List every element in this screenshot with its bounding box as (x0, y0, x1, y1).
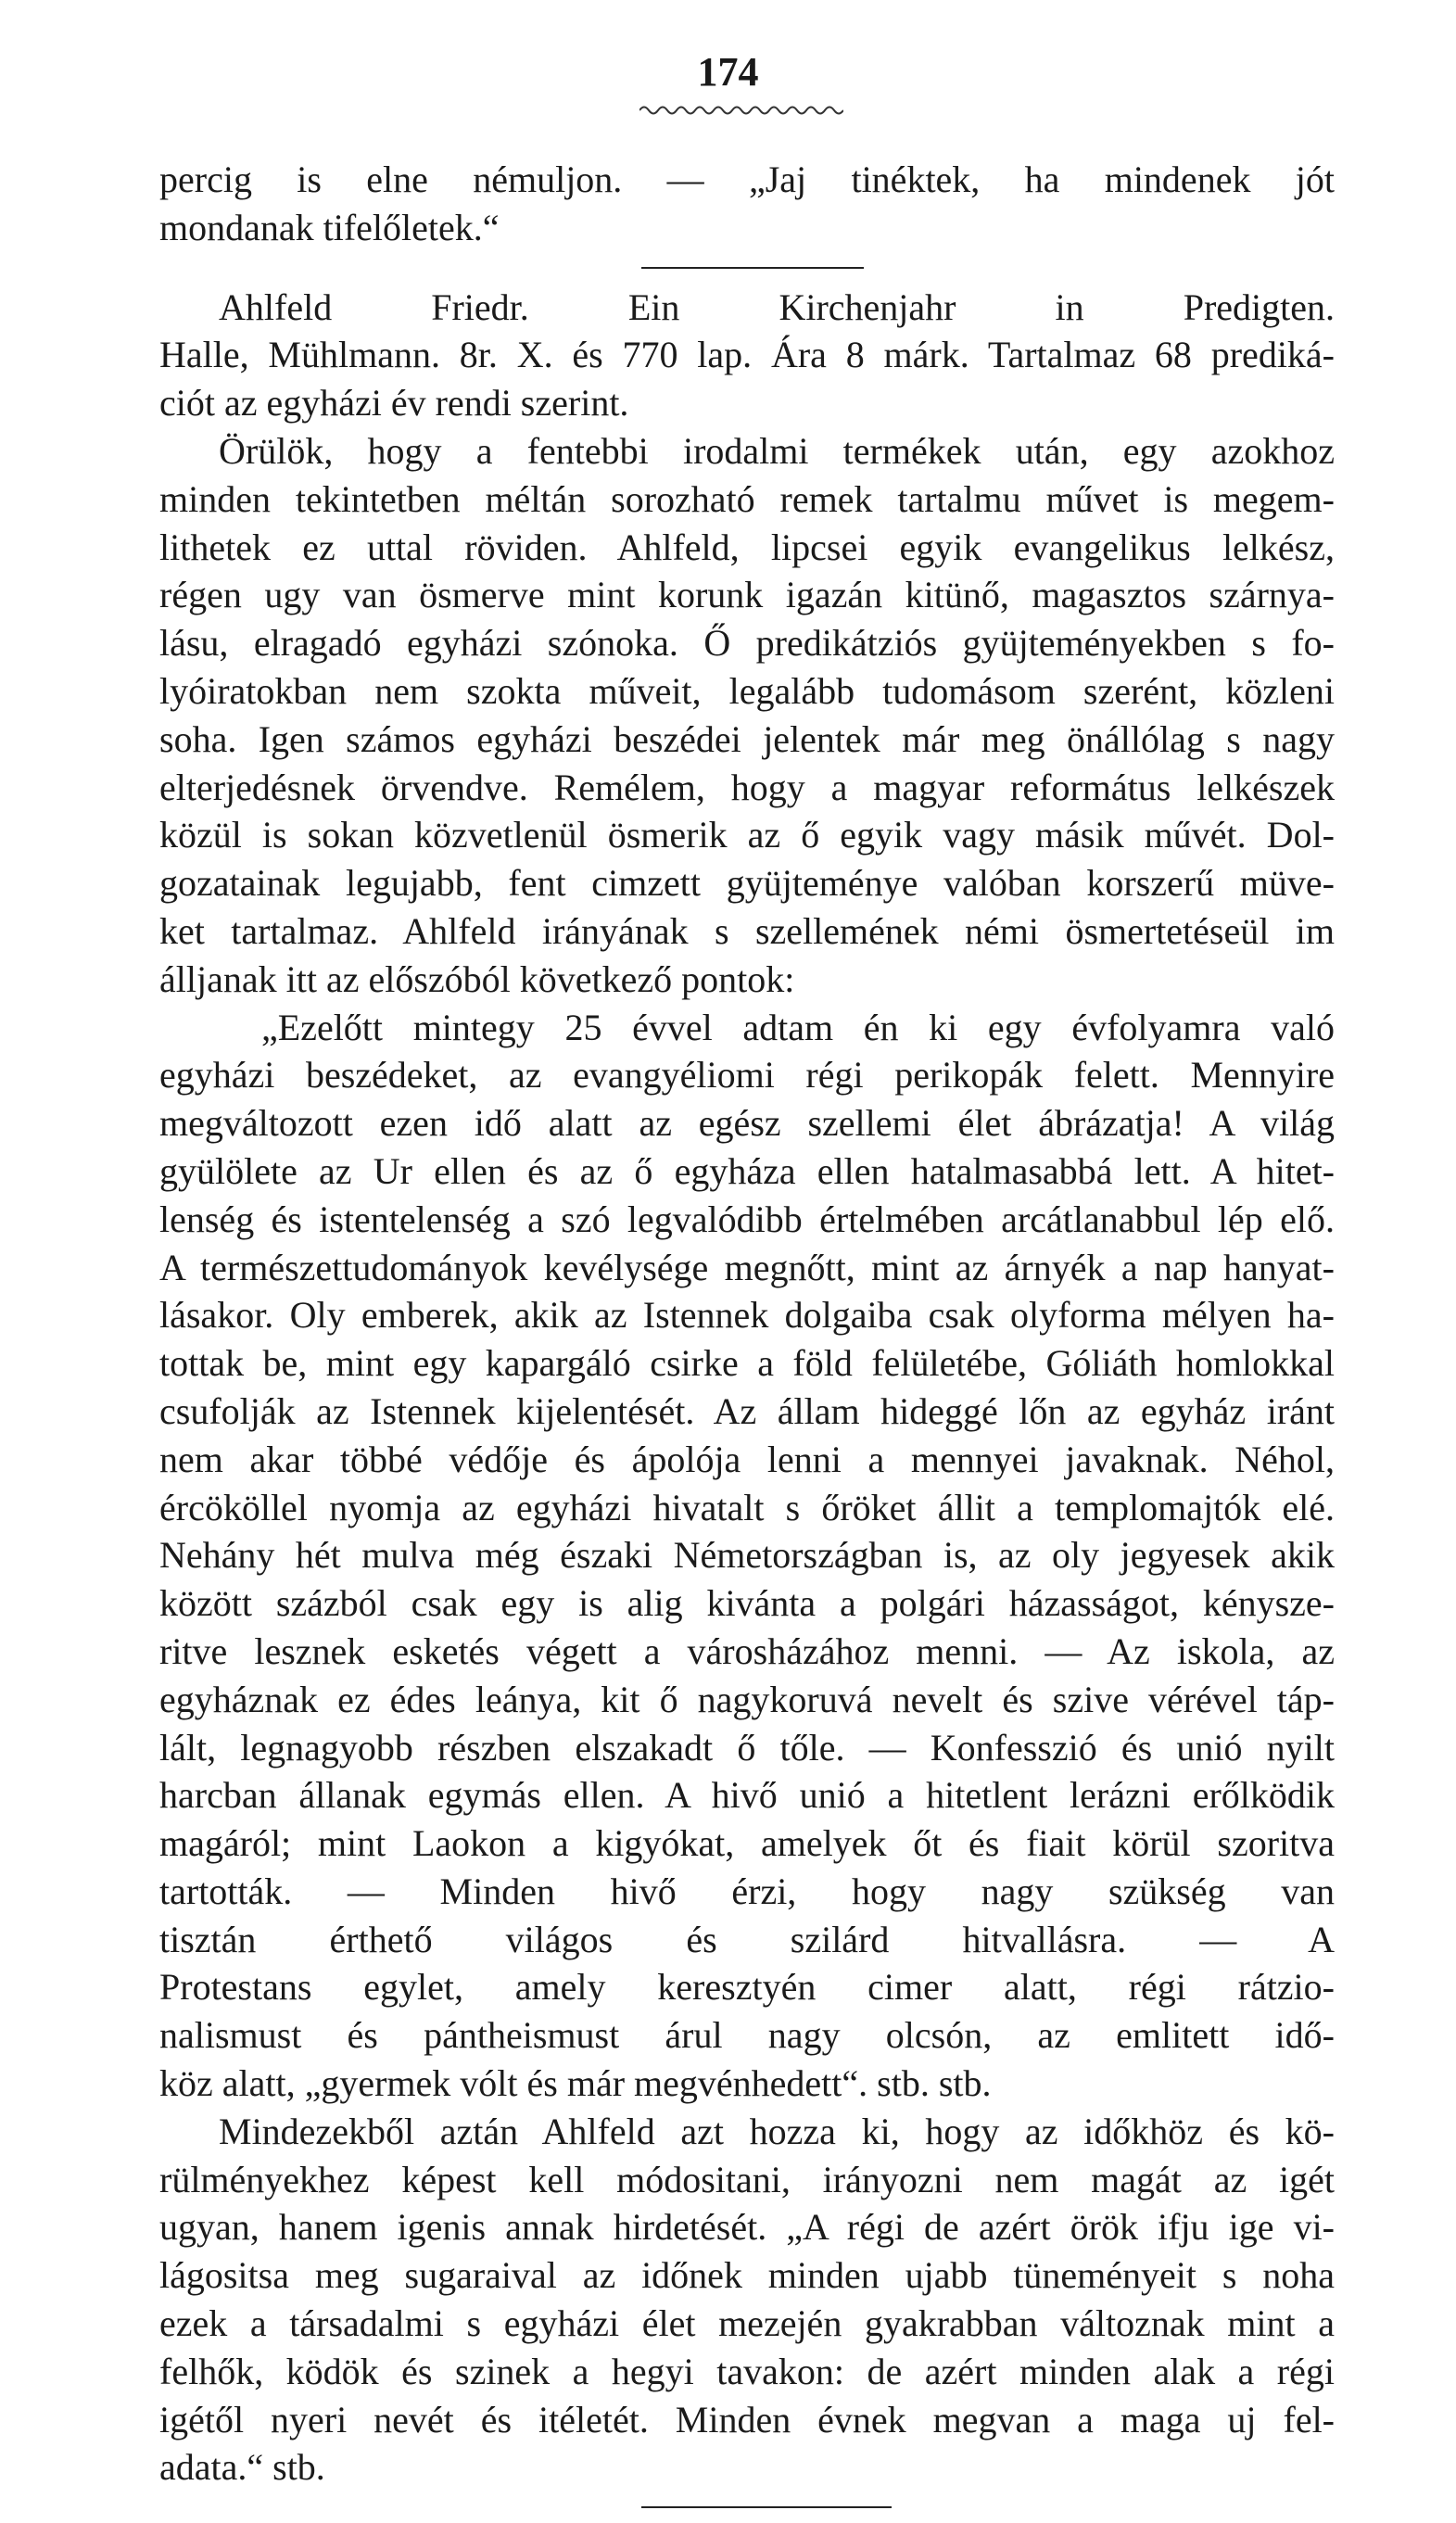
text-line: nalismust és pántheismust árul nagy olcsón, az emlitett idő- (159, 2014, 1335, 2057)
text-line: közül is sokan közvetlenül ösmerik az ő egyik vagy másik művét. Dol- (159, 814, 1335, 856)
text-line: csufolják az Istennek kijelentését. Az állam hideggé lőn az egyház iránt (159, 1389, 1335, 1432)
text-line: régen ugy van ösmerve mint korunk igazán kitünő, magasztos szárnya- (159, 574, 1335, 616)
text-line: harcban állanak egymás ellen. A hivő unió a hitetlent lerázni erőlködik (159, 1774, 1335, 1817)
text-line: egyházi beszédeket, az evangyéliomi régi perikopák felett. Mennyire (159, 1054, 1335, 1097)
section-divider (159, 252, 1335, 284)
text-line: köz alatt, „gyermek vólt és már megvénhedett“. stb. stb. (159, 2062, 992, 2105)
text-line: Örülök, hogy a fentebbi irodalmi termékek után, egy azokhoz (219, 429, 1335, 472)
text-line: ciót az egyházi év rendi szerint. (159, 382, 629, 425)
text-line: lásu, elragadó egyházi szónoka. Ő predikátziós gyüjteményekben s fo- (159, 622, 1335, 665)
text-line: álljanak itt az előszóból következő pontok: (159, 957, 795, 1000)
text-line: ugyan, hanem igenis annak hirdetését. „A régi de azért örök ifju ige vi- (159, 2206, 1335, 2249)
text-line: Protestans egylet, amely keresztyén cimer alatt, régi rátzio- (159, 1966, 1335, 2009)
text-line: magáról; mint Laokon a kigyókat, amelyek őt és fiait körül szoritva (159, 1822, 1335, 1865)
text-line: Mindezekből aztán Ahlfeld azt hozza ki, hogy az időkhöz és kö- (219, 2110, 1335, 2152)
text-line: tottak be, mint egy kapargáló csirke a föld felületébe, Góliáth homlokkal (159, 1342, 1335, 1385)
text-line: rülményekhez képest kell módositani, irányozni nem magát az igét (159, 2158, 1335, 2200)
end-divider (159, 2491, 1335, 2523)
text-line: ércököllel nyomja az egyházi hivatalt s őröket állit a templomajtók elé. (159, 1486, 1335, 1528)
text-line: mondanak tifelőletek.“ (159, 206, 500, 248)
text-line: egyháznak ez édes leánya, kit ő nagykoruvá nevelt és szive vérével táp- (159, 1678, 1335, 1720)
text-line: tartották. — Minden hivő érzi, hogy nagy szükség van (159, 1870, 1335, 1912)
text-line: ket tartalmaz. Ahlfeld irányának s szellemének némi ösmertetéseül im (159, 909, 1335, 952)
text-line: lásakor. Oly emberek, akik az Istennek dolgaiba csak olyforma mélyen ha- (159, 1294, 1335, 1337)
text-line: lált, legnagyobb részben elszakadt ő tőle. — Konfesszió és unió nyilt (159, 1726, 1335, 1769)
text-line: igétől nyeri nevét és itéletét. Minden évnek megvan a maga uj fel- (159, 2398, 1335, 2441)
text-line: ezek a társadalmi s egyházi élet mezején gyakrabban változnak mint a (159, 2302, 1335, 2345)
text-line: percig is elne némuljon. — „Jaj tinéktek, ha mindenek jót (159, 158, 1335, 200)
text-line: megváltozott ezen idő alatt az egész szellemi élet ábrázatja! A világ (159, 1102, 1335, 1145)
text-line: gozatainak legujabb, fent cimzett gyüjteménye valóban korszerű müve- (159, 862, 1335, 905)
text-line: „Ezelőtt mintegy 25 évvel adtam én ki egy évfolyamra való (261, 1006, 1335, 1048)
text-line: Nehány hét mulva még északi Németországban is, az oly jegyesek akik (159, 1534, 1335, 1577)
text-line: gyülölete az Ur ellen és az ő egyháza ellen hatalmasabbá lett. A hitet- (159, 1149, 1335, 1192)
text-line: A természettudományok kevélysége megnőtt, mint az árnyék a nap hanyat- (159, 1246, 1335, 1288)
decorative-wavy-rule (639, 104, 843, 117)
text-line: minden tekintetben méltán sorozható remek tartalmu művet is megem- (159, 477, 1335, 520)
text-line: lenség és istentelenség a szó legvalódibb értelmében arcátlanabbul lép elő. (159, 1198, 1335, 1240)
text-line: tisztán érthető világos és szilárd hitvallásra. — A (159, 1918, 1335, 1960)
text-line: elterjedésnek örvendve. Remélem, hogy a magyar református lelkészek (159, 766, 1335, 808)
text-line: lágositsa meg sugaraival az időnek minden ujabb tüneményeit s noha (159, 2254, 1335, 2297)
text-line: soha. Igen számos egyházi beszédei jelentek már meg önállólag s nagy (159, 717, 1335, 760)
text-line: ritve lesznek esketés végett a városházához menni. — Az iskola, az (159, 1629, 1335, 1672)
text-line: lyóiratokban nem szokta műveit, legalább tudomásom szerént, közleni (159, 669, 1335, 712)
text-line: lithetek ez uttal röviden. Ahlfeld, lipcsei egyik evangelikus lelkész, (159, 526, 1335, 568)
body-text (159, 156, 1335, 2523)
text-line: adata.“ stb. (159, 2446, 325, 2489)
text-line: felhők, ködök és szinek a hegyi tavakon: de azért minden alak a régi (159, 2350, 1335, 2392)
text-line: Ahlfeld Friedr. Ein Kirchenjahr in Predigten. (219, 285, 1335, 328)
text-line: Halle, Mühlmann. 8r. X. és 770 lap. Ára 8 márk. Tartalmaz 68 prediká- (159, 334, 1335, 376)
page-number: 174 (697, 49, 759, 95)
text-line: nem akar többé védője és ápolója lenni a mennyei javaknak. Néhol, (159, 1438, 1335, 1480)
text-line: között százból csak egy is alig kivánta a polgári házasságot, kénysze- (159, 1582, 1335, 1625)
